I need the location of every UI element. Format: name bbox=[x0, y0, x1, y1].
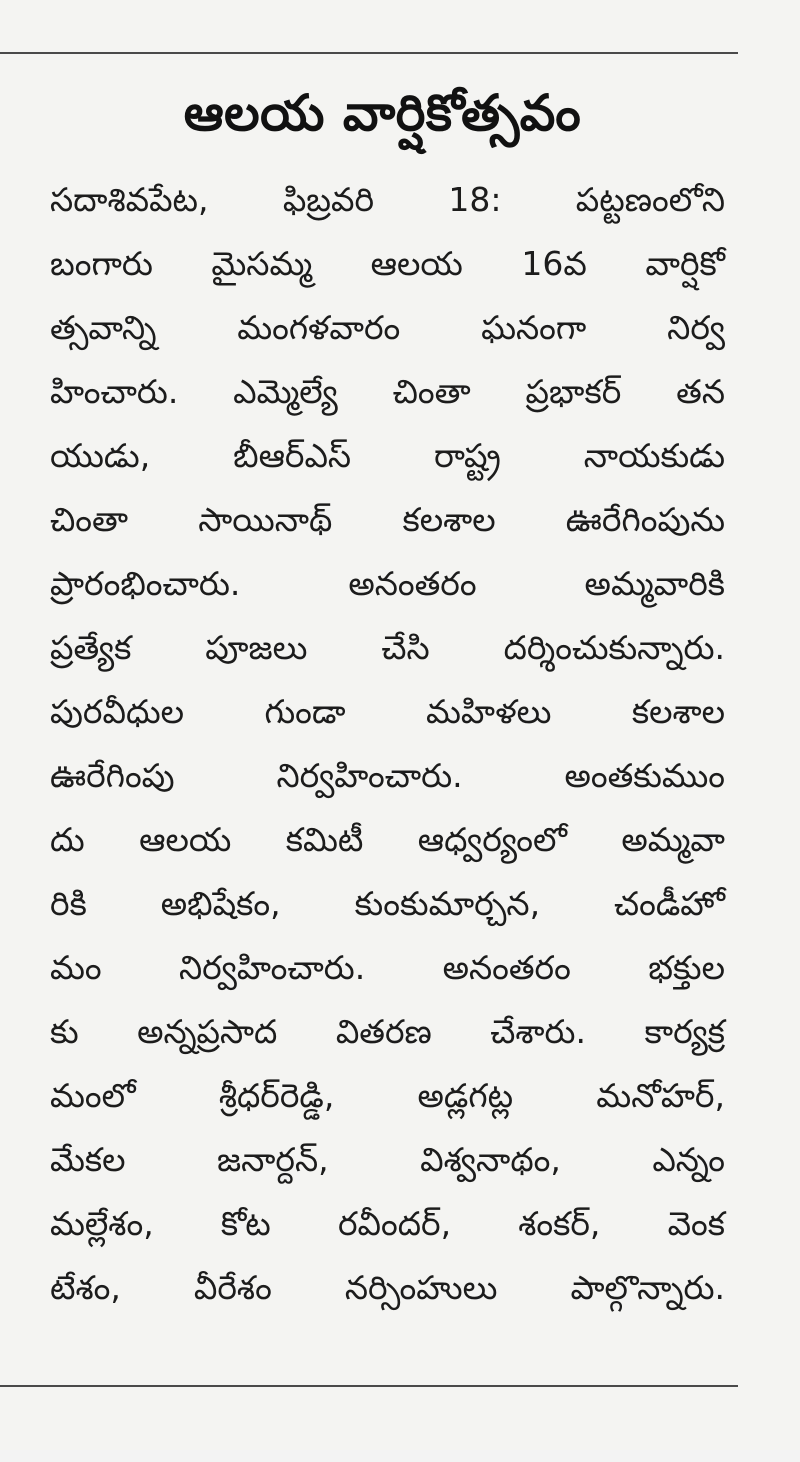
previous-article-cutoff bbox=[0, 0, 800, 18]
article-line: టేశం, వీరేశం నర్సింహులు పాల్గొన్నారు. bbox=[50, 1268, 725, 1307]
article-line: ఊరేగింపు నిర్వహించారు. అంతకుముం bbox=[50, 756, 725, 795]
article-line: మంలో శ్రీధర్‌రెడ్డి, అడ్లగట్ల మనోహర్, bbox=[50, 1076, 725, 1115]
article-line: దు ఆలయ కమిటీ ఆధ్వర్యంలో అమ్మవా bbox=[50, 820, 725, 859]
article-line: పురవీధుల గుండా మహిళలు కలశాల bbox=[50, 692, 725, 731]
article-line: రికి అభిషేకం, కుంకుమార్చన, చండీహో bbox=[50, 884, 725, 923]
article-line: త్సవాన్ని మంగళవారం ఘనంగా నిర్వ bbox=[50, 308, 725, 347]
article-line: బంగారు మైసమ్మ ఆలయ 16వ వార్షికో bbox=[50, 244, 725, 283]
article-line: కు అన్నప్రసాద వితరణ చేశారు. కార్యక్ర bbox=[50, 1012, 725, 1051]
bottom-divider bbox=[0, 1385, 738, 1387]
top-divider bbox=[0, 52, 738, 54]
article-line: సదాశివపేట, ఫిబ్రవరి 18: పట్టణంలోని bbox=[50, 180, 725, 219]
article-line: మేకల జనార్దన్, విశ్వనాథం, ఎన్నం bbox=[50, 1140, 725, 1179]
article-line: చింతా సాయినాథ్ కలశాల ఊరేగింపును bbox=[50, 500, 725, 539]
article-line: ప్రారంభించారు. అనంతరం అమ్మవారికి bbox=[50, 564, 725, 603]
next-article-cutoff bbox=[0, 1402, 800, 1462]
article-line: మం నిర్వహించారు. అనంతరం భక్తుల bbox=[50, 948, 725, 987]
article-line: మల్లేశం, కోట రవీందర్, శంకర్, వెంక bbox=[50, 1204, 725, 1243]
article-line: ప్రత్యేక పూజలు చేసి దర్శించుకున్నారు. bbox=[50, 628, 725, 667]
article-headline: ఆలయ వార్షికోత్సవం bbox=[183, 84, 582, 142]
article-line: హించారు. ఎమ్మెల్యే చింతా ప్రభాకర్ తన bbox=[50, 372, 725, 411]
article-line: యుడు, బీఆర్ఎస్ రాష్ట్ర నాయకుడు bbox=[50, 436, 725, 475]
article-body bbox=[50, 168, 725, 1320]
